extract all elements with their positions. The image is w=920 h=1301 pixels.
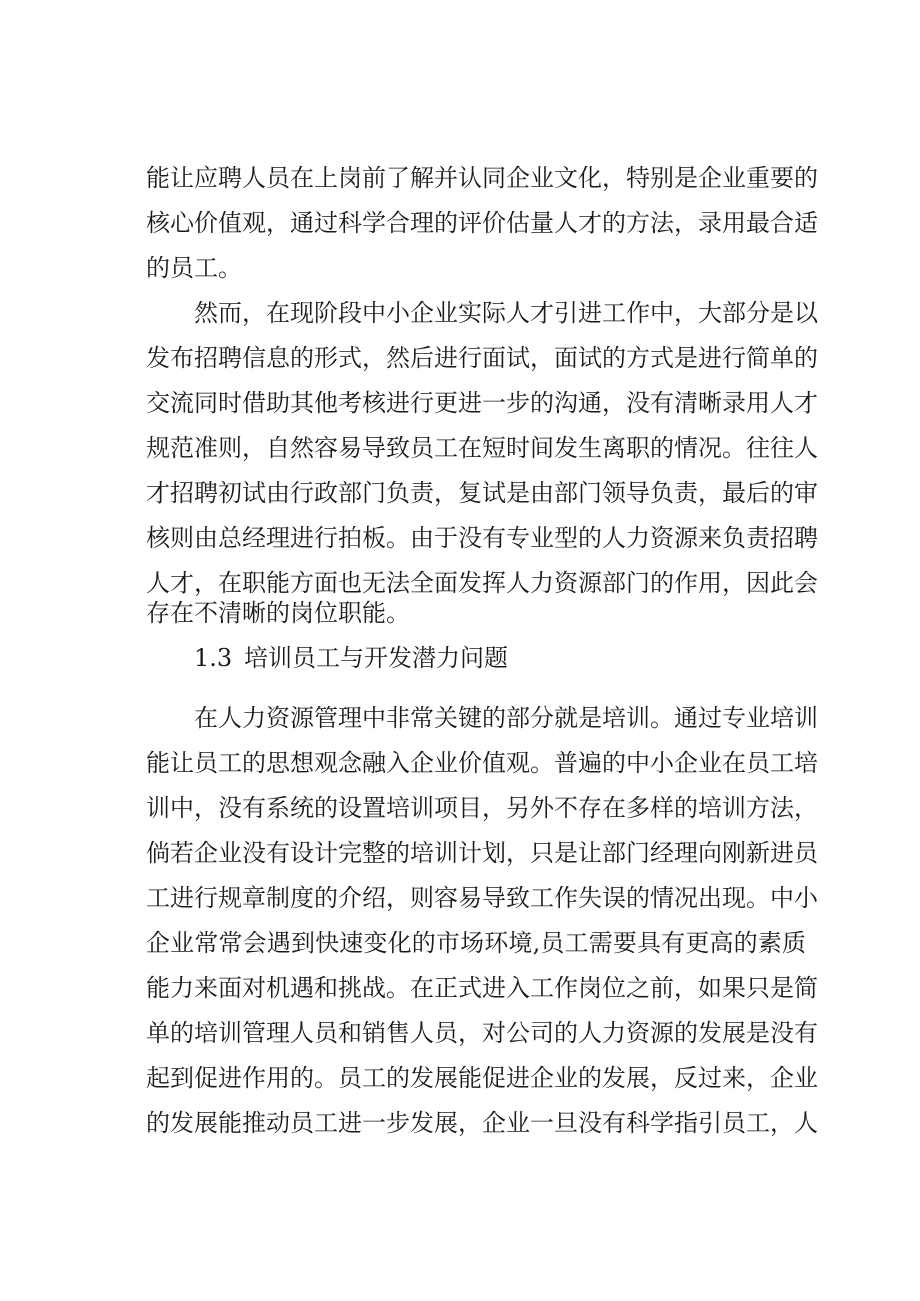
paragraph-2-line: 核则由总经理进行拍板。由于没有专业型的人力资源来负责招聘	[146, 524, 818, 552]
paragraph-2-line: 发布招聘信息的形式，然后进行面试，面试的方式是进行简单的	[146, 344, 818, 372]
paragraph-3-line: 在人力资源管理中非常关键的部分就是培训。通过专业培训	[194, 704, 818, 732]
paragraph-3-line: 训中，没有系统的设置培训项目，另外不存在多样的培训方法，	[146, 794, 818, 822]
section-heading	[194, 643, 508, 673]
paragraph-3-line: 的发展能推动员工进一步发展，企业一旦没有科学指引员工，人	[146, 1109, 818, 1137]
paragraph-2-line: 才招聘初试由行政部门负责，复试是由部门领导负责，最后的审	[146, 479, 818, 507]
paragraph-2-line: 交流同时借助其他考核进行更进一步的沟通，没有清晰录用人才	[146, 389, 818, 417]
paragraph-3-line: 能让员工的思想观念融入企业价值观。普遍的中小企业在员工培	[146, 749, 818, 777]
paragraph-2-line: 存在不清晰的岗位职能。	[146, 599, 410, 627]
paragraph-1-line: 核心价值观，通过科学合理的评价估量人才的方法，录用最合适	[146, 209, 818, 237]
paragraph-1-line: 能让应聘人员在上岗前了解并认同企业文化，特别是企业重要的	[146, 164, 818, 192]
paragraph-3-line: 能力来面对机遇和挑战。在正式进入工作岗位之前，如果只是简	[146, 974, 818, 1002]
paragraph-3-line: 单的培训管理人员和销售人员，对公司的人力资源的发展是没有	[146, 1019, 818, 1047]
paragraph-3-line: 起到促进作用的。员工的发展能促进企业的发展，反过来，企业	[146, 1064, 818, 1092]
section-number: 1.3	[194, 644, 233, 672]
paragraph-2-line: 规范准则，自然容易导致员工在短时间发生离职的情况。往往人	[146, 434, 818, 462]
paragraph-2-line: 人才，在职能方面也无法全面发挥人力资源部门的作用，因此会	[146, 569, 818, 597]
paragraph-3-line: 工进行规章制度的介绍，则容易导致工作失误的情况出现。中小	[146, 884, 818, 912]
paragraph-3-line: 倘若企业没有设计完整的培训计划，只是让部门经理向刚新进员	[146, 839, 818, 867]
paragraph-3-line: 企业常常会遇到快速变化的市场环境,员工需要具有更高的素质	[146, 929, 806, 957]
paragraph-2-line: 然而，在现阶段中小企业实际人才引进工作中，大部分是以	[194, 299, 818, 327]
paragraph-1-line: 的员工。	[146, 254, 242, 282]
section-title: 培训员工与开发潜力问题	[244, 644, 508, 672]
